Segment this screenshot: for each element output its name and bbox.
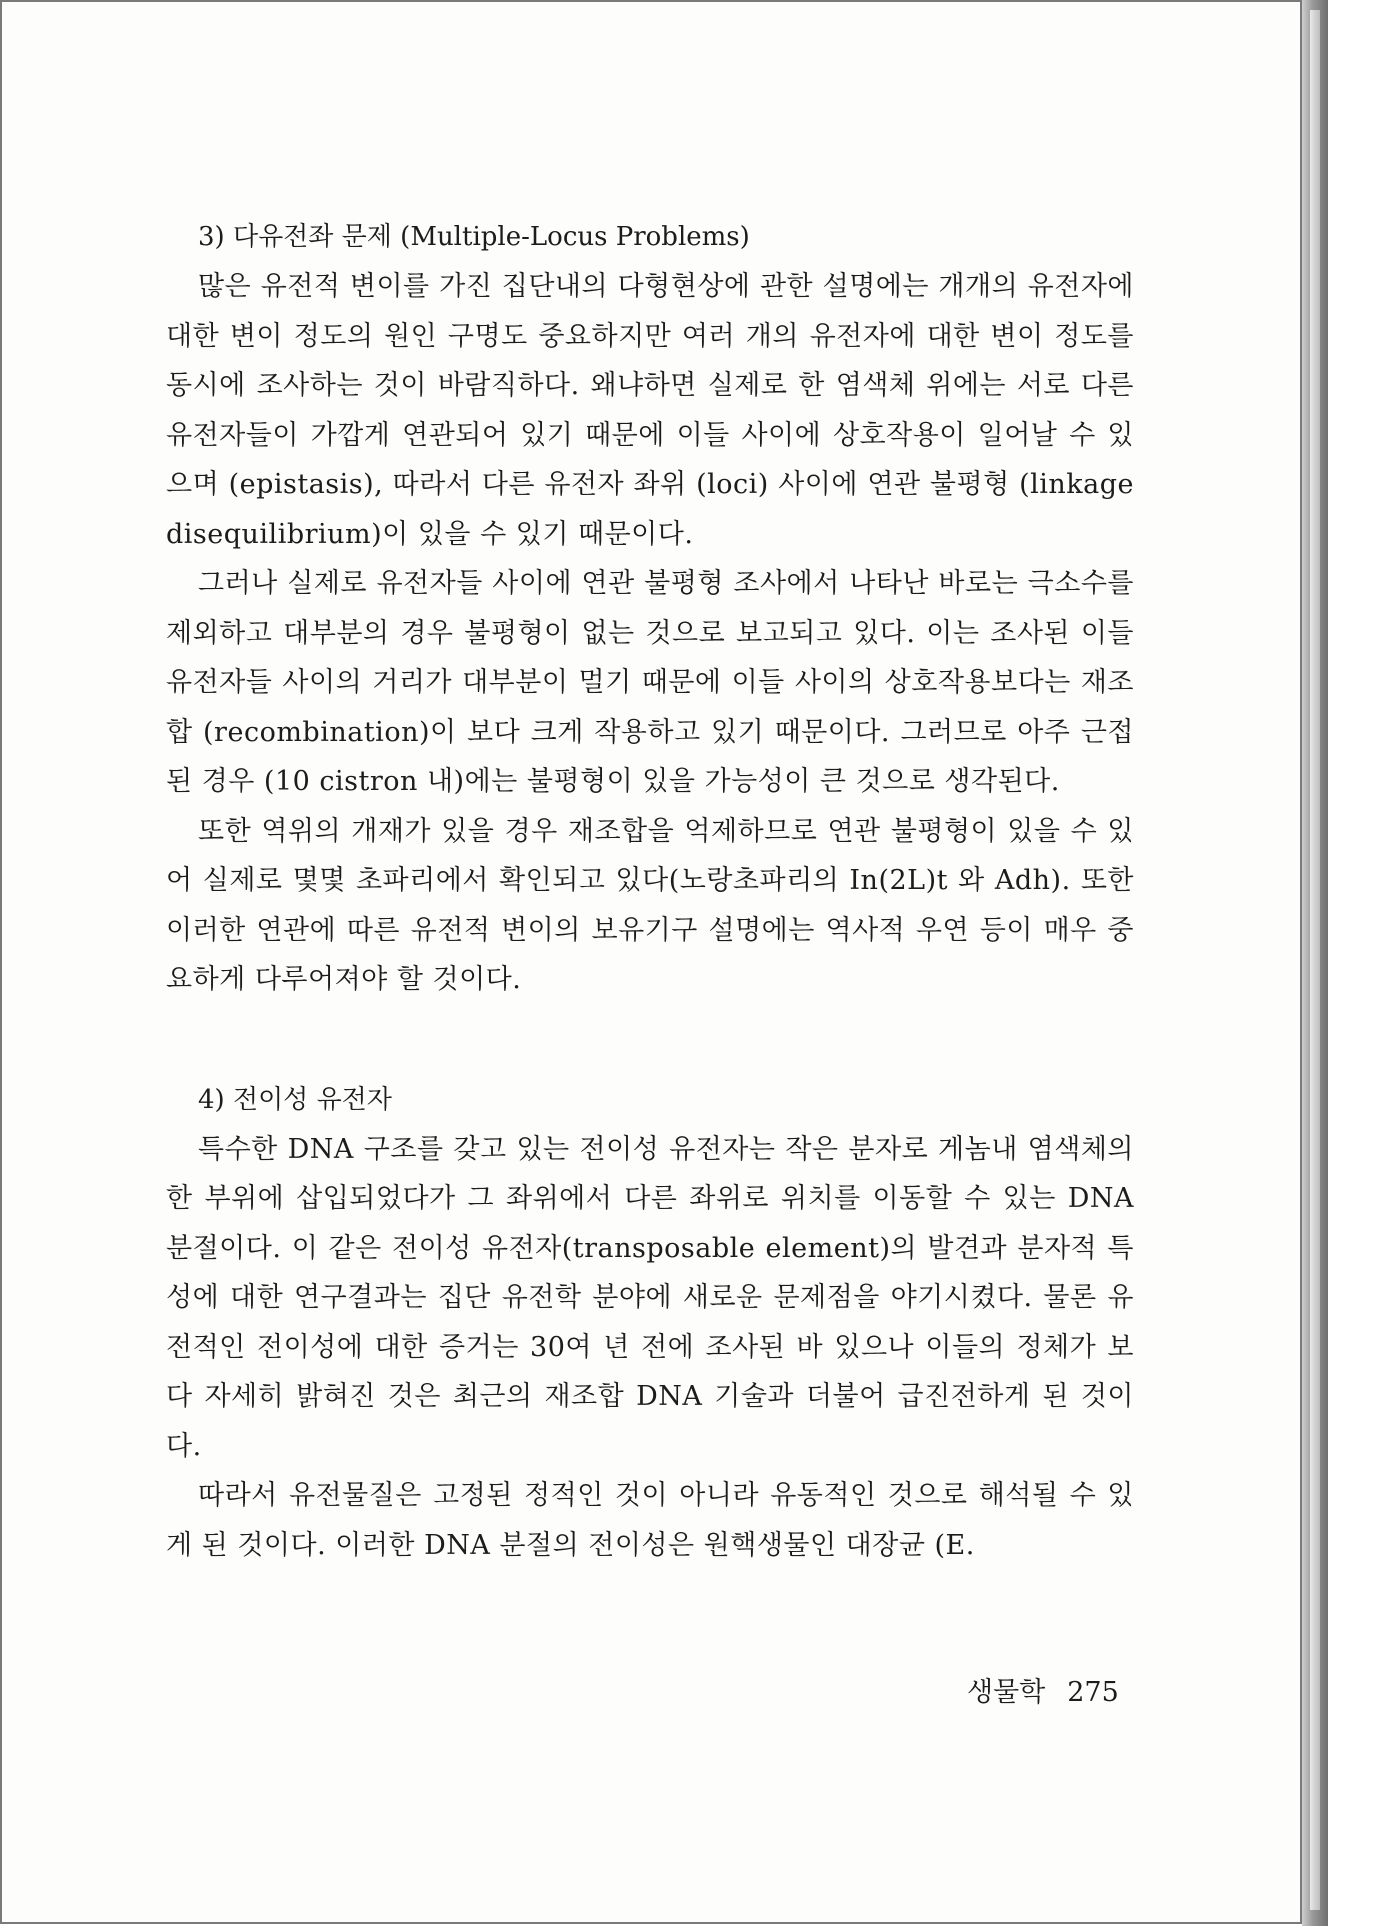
section-gap [166, 1005, 1134, 1075]
paragraph: 따라서 유전물질은 고정된 정적인 것이 아니라 유동적인 것으로 해석될 수 있게 된 것이다. 이러한 DNA 분절의 전이성은 원핵생물인 대장균 (E. [166, 1480, 1134, 1561]
paragraph: 그러나 실제로 유전자들 사이에 연관 불평형 조사에서 나타난 바로는 극소수를 제외하고 대부분의 경우 불평형이 없는 것으로 보고되고 있다. 이는 조사된 이들 유전자들 사이의 거리가 대부분이 멀기 때문에 이들 사이의 상호작용보다는 재조합 (recombination)이 보다 크게 작용하고 있기 때문이다. 그러므로 아주 근접된 경우 (10 cistron 내)에는 불평형이 있을 가능성이 큰 것으로 생각된다. [166, 568, 1134, 797]
page-content [166, 212, 1134, 1570]
running-footer-subject: 생물학 [967, 1677, 1046, 1708]
page-footer [945, 1670, 1119, 1709]
section-heading-transposable-element: 4) 전이성 유전자 [198, 1084, 392, 1115]
section-heading-multiple-locus: 3) 다유전좌 문제 (Multiple-Locus Problems) [198, 222, 750, 252]
paragraph: 특수한 DNA 구조를 갖고 있는 전이성 유전자는 작은 분자로 게놈내 염색체의 한 부위에 삽입되었다가 그 좌위에서 다른 좌위로 위치를 이동할 수 있는 DNA 분절이다. 이 같은 전이성 유전자(transposable element)의 발견과 분자적 특성에 대한 연구결과는 집단 유전학 분야에 새로운 문제점을 야기시켰다. 물론 유전적인 전이성에 대한 증거는 30여 년 전에 조사된 바 있으나 이들의 정체가 보다 자세히 밝혀진 것은 최근의 재조합 DNA 기술과 더불어 급진전하게 된 것이다. [166, 1133, 1134, 1462]
paragraph: 또한 역위의 개재가 있을 경우 재조합을 억제하므로 연관 불평형이 있을 수 있어 실제로 몇몇 초파리에서 확인되고 있다(노랑초파리의 In(2L)t 와 Adh). 또한 이러한 연관에 따른 유전적 변이의 보유기구 설명에는 역사적 우연 등이 매우 중요하게 다루어져야 할 것이다. [166, 815, 1134, 995]
paragraph: 많은 유전적 변이를 가진 집단내의 다형현상에 관한 설명에는 개개의 유전자에 대한 변이 정도의 원인 구명도 중요하지만 여러 개의 유전자에 대한 변이 정도를 동시에 조사하는 것이 바람직하다. 왜냐하면 실제로 한 염색체 위에는 서로 다른 유전자들이 가깝게 연관되어 있기 때문에 이들 사이에 상호작용이 일어날 수 있으며 (epistasis), 따라서 다른 유전자 좌위 (loci) 사이에 연관 불평형 (linkage disequilibrium)이 있을 수 있기 때문이다. [166, 271, 1134, 550]
page-edge-highlight [1310, 10, 1320, 1910]
page-number: 275 [1067, 1677, 1119, 1708]
